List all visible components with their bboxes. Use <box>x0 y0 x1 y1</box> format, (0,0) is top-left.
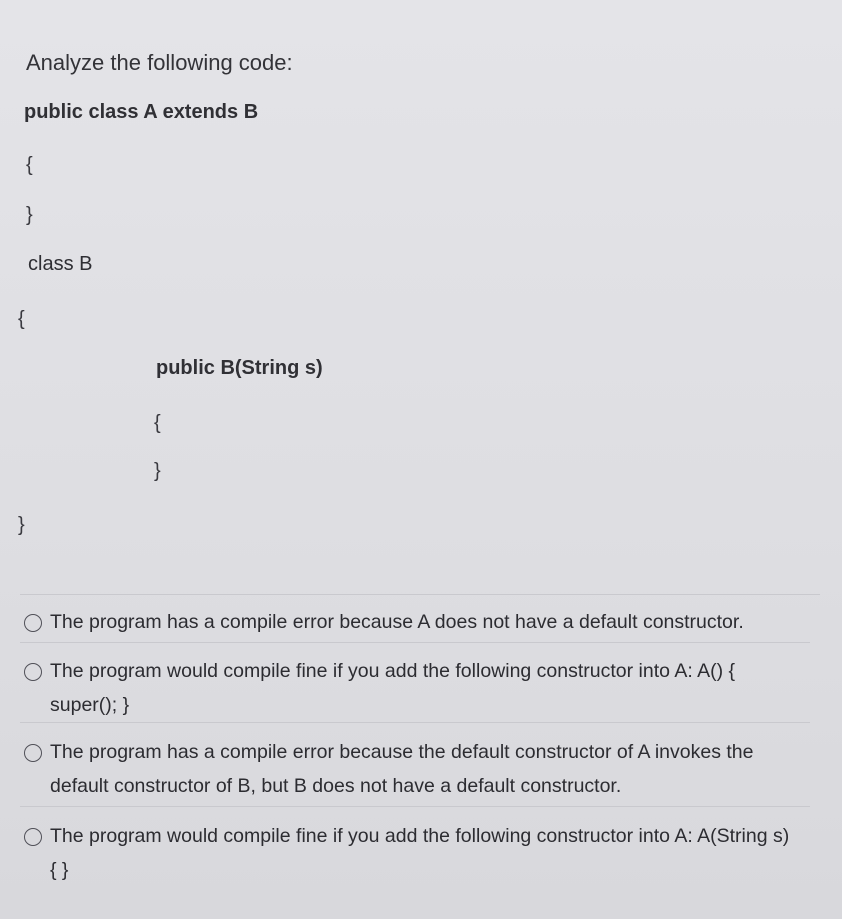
answer-option-1[interactable] <box>24 611 814 639</box>
code-brace-close-b: } <box>18 514 25 536</box>
code-brace-close-a: } <box>26 204 33 226</box>
option-divider-3 <box>20 806 810 807</box>
options-top-divider <box>20 594 820 595</box>
code-brace-open-ctor: { <box>154 412 161 434</box>
question-prompt: Analyze the following code: <box>26 50 293 75</box>
radio-button-icon[interactable] <box>24 744 42 762</box>
option-divider-1 <box>20 642 810 643</box>
code-line-constructor: public B(String s) <box>156 357 323 379</box>
code-line-class-a: public class A extends B <box>24 101 259 123</box>
answer-option-3[interactable] <box>24 741 814 803</box>
code-brace-open-a: { <box>26 154 33 176</box>
code-brace-open-b: { <box>18 308 25 330</box>
radio-button-icon[interactable] <box>24 614 42 632</box>
radio-button-icon[interactable] <box>24 663 42 681</box>
answer-option-2-text: The program would compile fine if you add the following constructor into A: A() { super(); } <box>50 660 736 716</box>
code-brace-close-ctor: } <box>154 460 161 482</box>
radio-button-icon[interactable] <box>24 828 42 846</box>
answer-option-4[interactable] <box>24 825 814 887</box>
code-line-class-b: class B <box>28 253 93 275</box>
answer-option-1-text: The program has a compile error because A does not have a default constructor. <box>50 611 744 633</box>
answer-option-4-text: The program would compile fine if you add the following constructor into A: A(String s) { } <box>50 825 790 881</box>
option-divider-2 <box>20 722 810 723</box>
answer-option-2[interactable] <box>24 660 814 722</box>
answer-option-3-text: The program has a compile error because the default constructor of A invokes the default constructor of B, but B does not have a default constructor. <box>50 741 754 797</box>
